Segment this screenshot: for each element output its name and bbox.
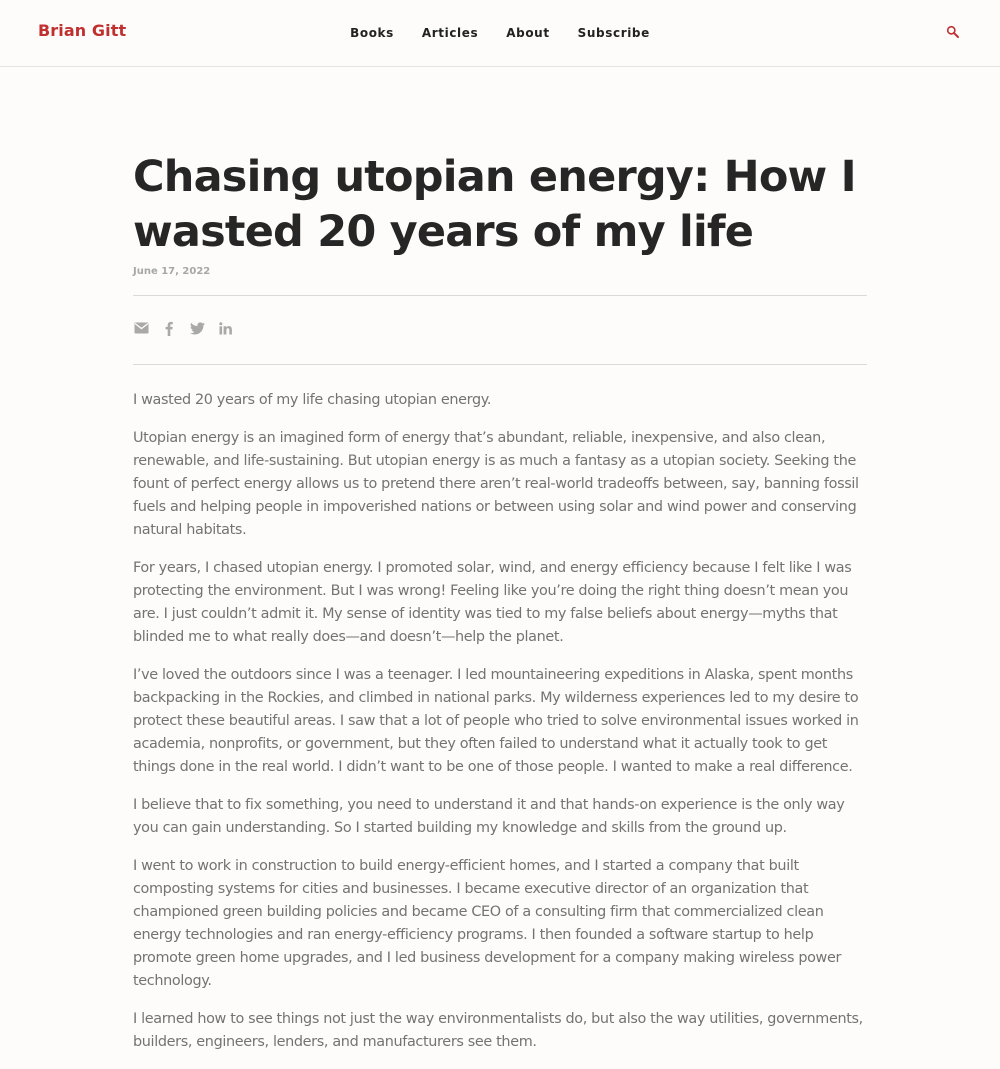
share-bar bbox=[133, 320, 233, 336]
site-title-link[interactable]: Brian Gitt bbox=[38, 21, 127, 40]
divider-top bbox=[133, 295, 867, 296]
article-paragraph: I believe that to fix something, you need to understand it and that hands-on experience is the only way you can gain understanding. So I started building my knowledge and skills from the ground up. bbox=[133, 797, 845, 836]
nav-articles[interactable]: Articles bbox=[421, 26, 479, 40]
facebook-icon[interactable] bbox=[161, 320, 177, 336]
divider-bottom bbox=[133, 364, 867, 365]
article-paragraph: I’ve loved the outdoors since I was a teenager. I led mountaineering expeditions in Alaska, spent months backpacking in the Rockies, and climbed in national parks. My wilderness experiences led to my desire to protect these beautiful areas. I saw that a lot of people who tried to solve environmental issues worked in academia, nonprofits, or government, but they often failed to understand what it actually took to get things done in the real world. I didn’t want to be one of those people. I wanted to make a real difference. bbox=[133, 667, 859, 775]
article-date: June 17, 2022 bbox=[133, 266, 211, 277]
nav-subscribe[interactable]: Subscribe bbox=[577, 26, 650, 40]
article-paragraph: I wasted 20 years of my life chasing utopian energy. bbox=[133, 392, 492, 408]
nav-about[interactable]: About bbox=[506, 26, 550, 40]
article-paragraph: I went to work in construction to build energy-efficient homes, and I started a company that built composting systems for cities and businesses. I became executive director of an organization that championed green building policies and became CEO of a consulting firm that commercialized clean energy technologies and ran energy-efficiency programs. I then founded a software startup to help promote green home upgrades, and I led business development for a company making wireless power technology. bbox=[133, 858, 842, 989]
twitter-icon[interactable] bbox=[189, 320, 205, 336]
article-paragraph: For years, I chased utopian energy. I promoted solar, wind, and energy efficiency because I felt like I was protecting the environment. But I was wrong! Feeling like you’re doing the right thing doesn’t mean you are. I just couldn’t admit it. My sense of identity was tied to my false beliefs about energy—myths that blinded me to what really does—and doesn’t—help the planet. bbox=[133, 560, 852, 645]
linkedin-icon[interactable] bbox=[217, 320, 233, 336]
article-title: Chasing utopian energy: How I wasted 20 years of my life bbox=[133, 152, 856, 257]
article-paragraph: I learned how to see things not just the way environmentalists do, but also the way utilities, governments, builders, engineers, lenders, and manufacturers see them. bbox=[133, 1011, 863, 1050]
email-icon[interactable] bbox=[133, 320, 149, 336]
search-icon[interactable] bbox=[944, 23, 962, 41]
nav-books[interactable]: Books bbox=[350, 26, 394, 40]
article-body bbox=[133, 389, 867, 1069]
article-paragraph: Utopian energy is an imagined form of energy that’s abundant, reliable, inexpensive, and also clean, renewable, and life-sustaining. But utopian energy is as much a fantasy as a utopian society. Seeking the fount of perfect energy allows us to pretend there aren’t real-world tradeoffs between, say, banning fossil fuels and helping people in impoverished nations or between using solar and wind power and conserving natural habitats. bbox=[133, 430, 859, 538]
site-header bbox=[0, 0, 1000, 67]
main-nav bbox=[0, 26, 1000, 40]
article-header bbox=[133, 150, 867, 296]
